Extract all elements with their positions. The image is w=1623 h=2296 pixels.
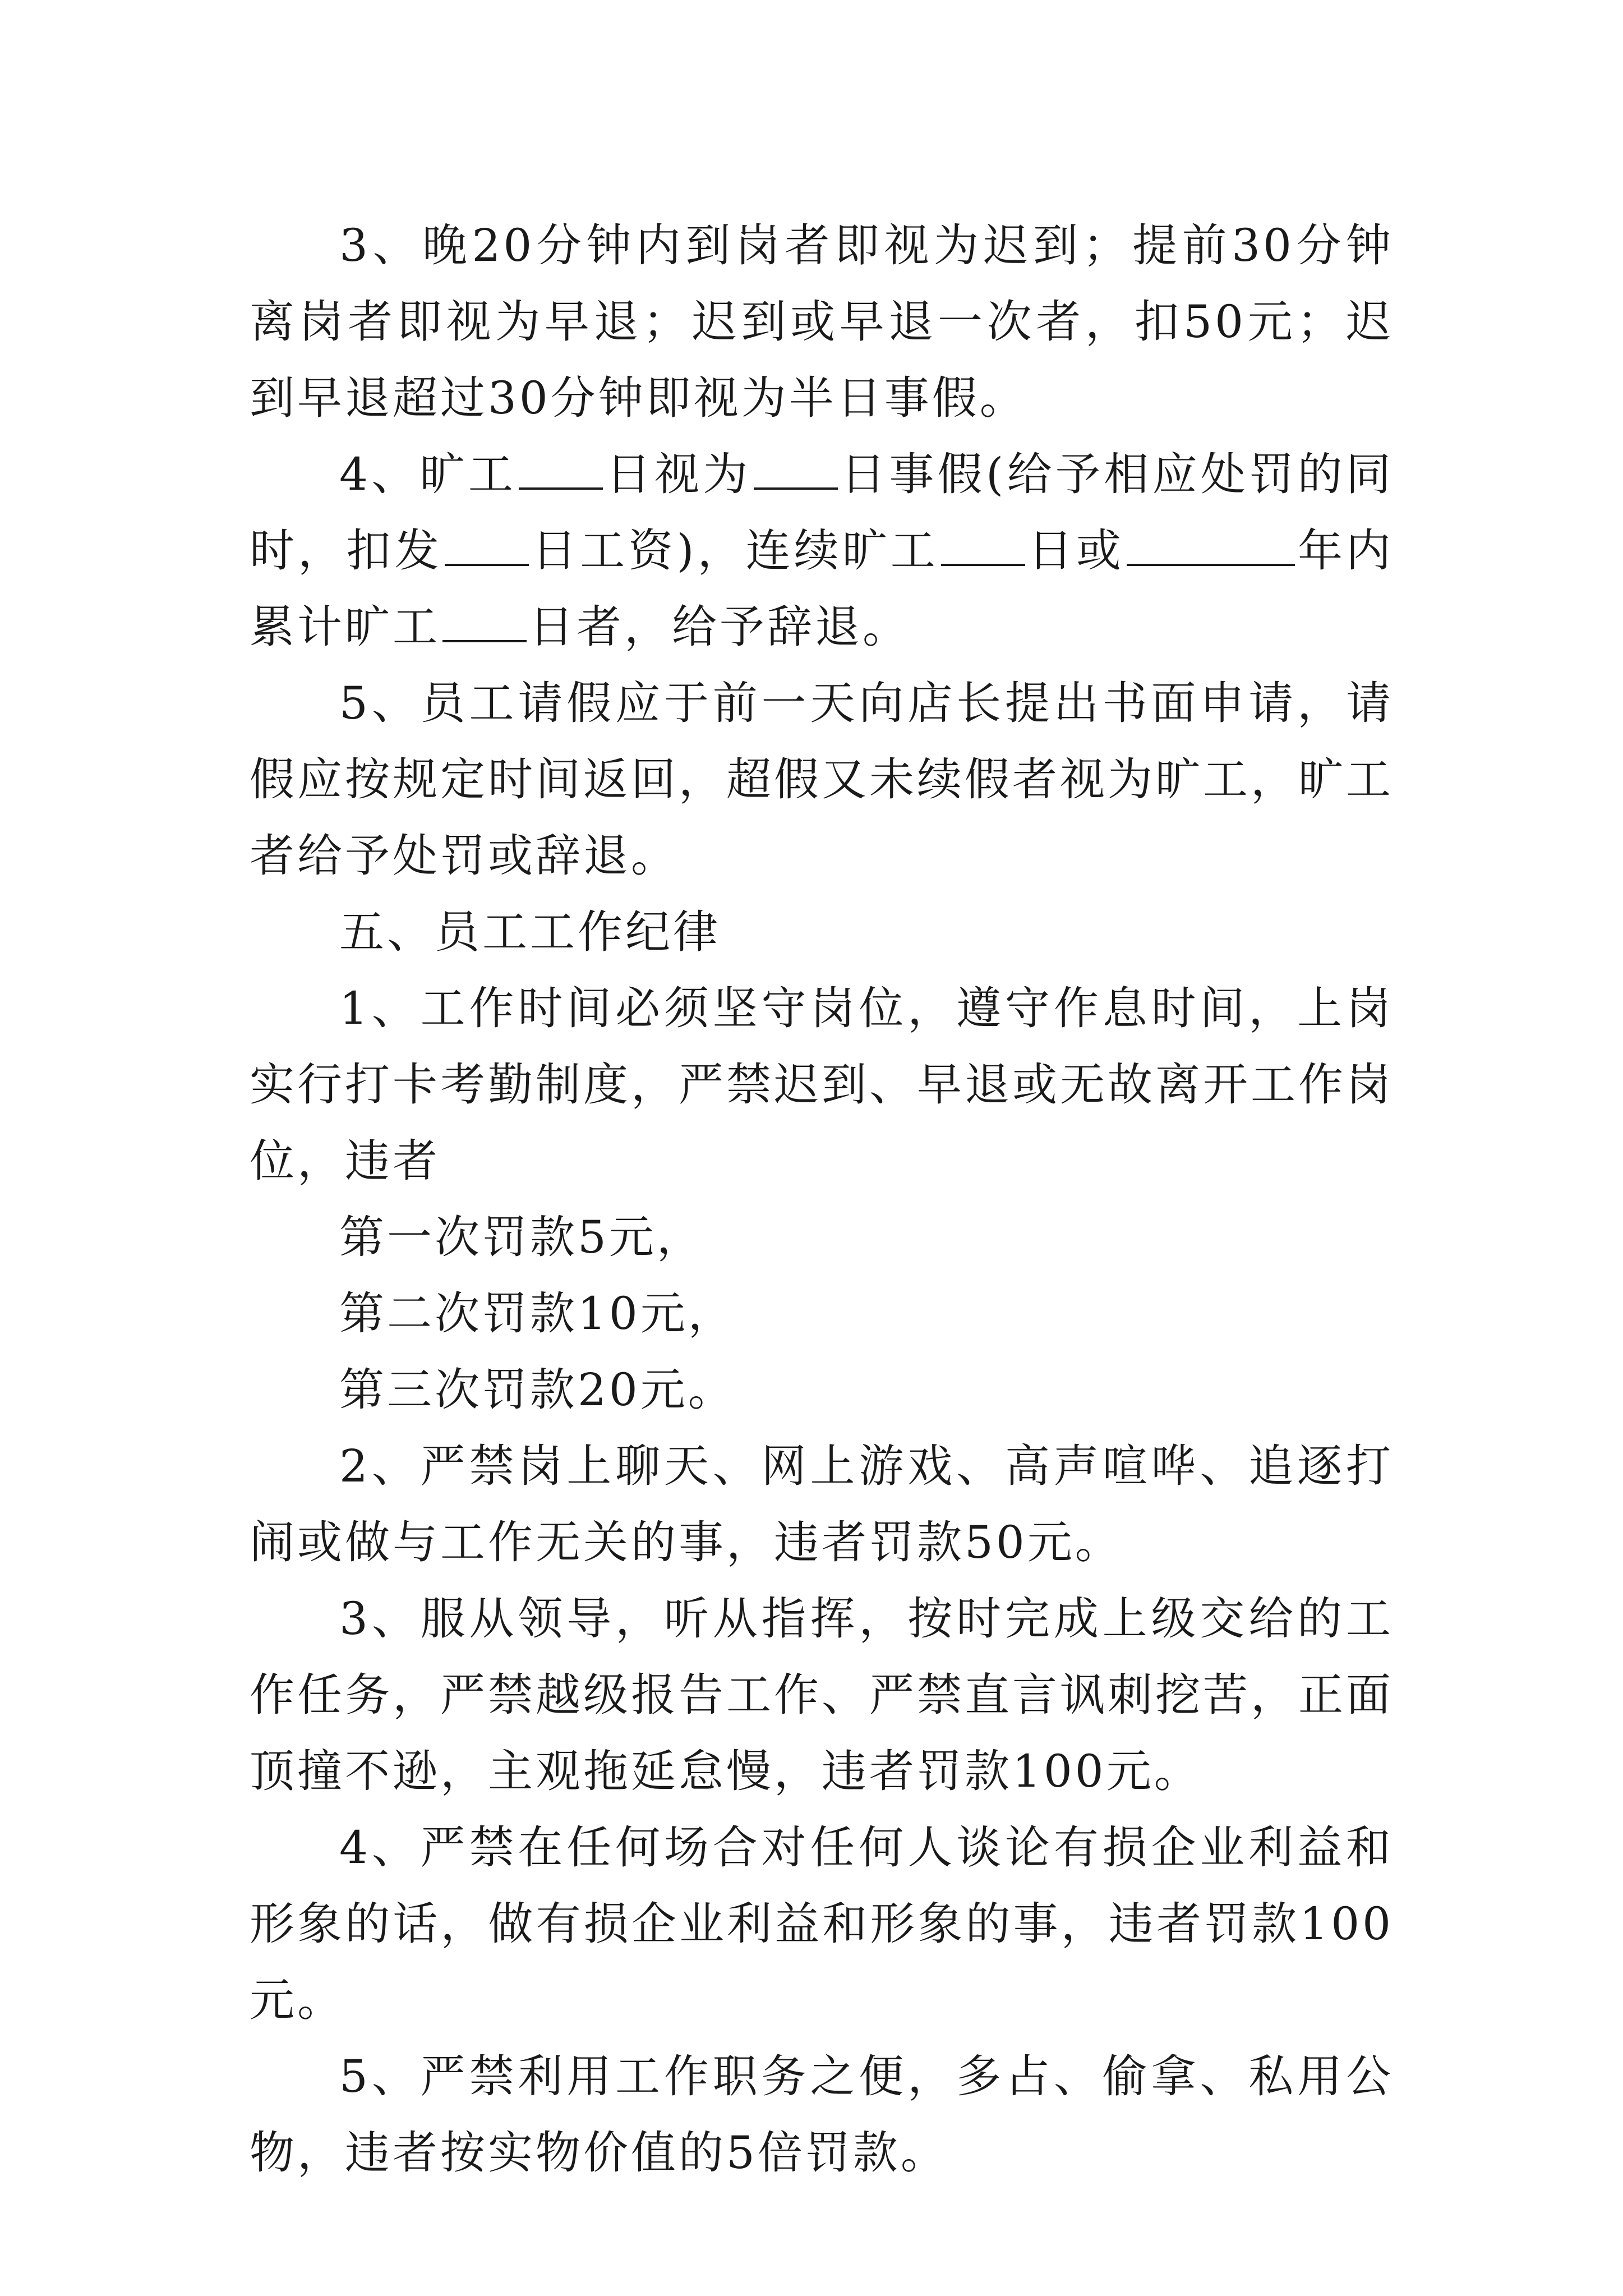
paragraph-discipline-4: 4、严禁在任何场合对任何人谈论有损企业利益和形象的话，做有损企业利益和形象的事，违者罚款100元。	[250, 1821, 1394, 2026]
paragraph-discipline-1: 1、工作时间必须坚守岗位，遵守作息时间，上岗实行打卡考勤制度，严禁迟到、早退或无故离开工作岗位，违者	[250, 982, 1394, 1187]
section-title-work-discipline: 五、员工工作纪律	[339, 906, 721, 958]
absence-text-6: 年内累计旷工	[250, 524, 1394, 653]
absence-text-3: 日事假(给予相应处罚的同时，扣发	[250, 448, 1394, 577]
document-body	[250, 208, 1394, 2191]
absence-text-7: 日者，给予辞退。	[529, 601, 910, 653]
blank-field	[941, 524, 1025, 566]
blank-field	[754, 448, 838, 490]
fine-first: 第一次罚款5元，	[339, 1211, 704, 1263]
paragraph-leave-request: 5、员工请假应于前一天向店长提出书面申请，请假应按规定时间返回，超假又未续假者视为旷工，旷工者给予处罚或辞退。	[250, 677, 1394, 882]
fine-second: 第二次罚款10元，	[339, 1287, 736, 1340]
paragraph-late-early: 3、晚20分钟内到岗者即视为迟到；提前30分钟离岗者即视为早退；迟到或早退一次者，扣50元；迟到早退超过30分钟即视为半日事假。	[250, 219, 1394, 424]
blank-field	[445, 524, 529, 566]
blank-field	[1127, 524, 1295, 566]
paragraph-absence	[250, 436, 1394, 665]
paragraph-discipline-3: 3、服从领导，听从指挥，按时完成上级交给的工作任务，严禁越级报告工作、严禁直言讽刺挖苦，正面顶撞不逊，主观拖延怠慢，违者罚款100元。	[250, 1593, 1394, 1797]
paragraph-discipline-5: 5、严禁利用工作职务之便，多占、偷拿、私用公物，违者按实物价值的5倍罚款。	[250, 2050, 1394, 2179]
absence-text-2: 日视为	[605, 448, 751, 500]
absence-text-1: 4、旷工	[339, 448, 517, 500]
fine-third: 第三次罚款20元。	[339, 1364, 736, 1416]
paragraph-discipline-2: 2、严禁岗上聊天、网上游戏、高声喧哗、追逐打闹或做与工作无关的事，违者罚款50元。	[250, 1440, 1394, 1568]
blank-field	[442, 601, 527, 642]
absence-text-5: 日或	[1027, 524, 1124, 577]
blank-field	[519, 448, 603, 490]
absence-text-4: 日工资)，连续旷工	[531, 524, 939, 577]
